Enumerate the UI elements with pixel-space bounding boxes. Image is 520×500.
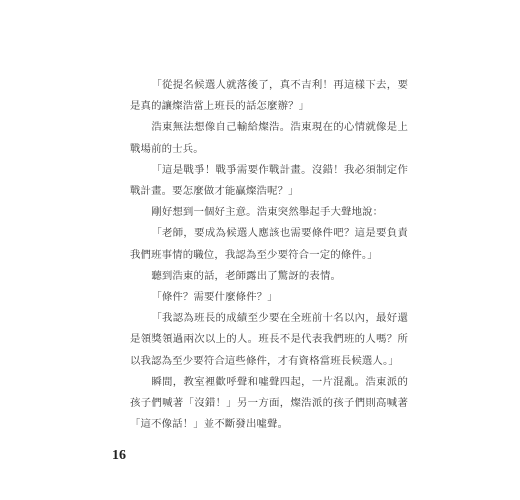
- paragraph: 瞬間，教室裡歡呼聲和噓聲四起，一片混亂。浩東派的孩子們喊著「沒錯！」另一方面，燦浩派的孩子們則高喊著「這不像話！」並不斷發出噓聲。: [130, 375, 408, 431]
- paragraph: 「這是戰爭！戰爭需要作戰計畫。沒錯！我必須制定作戰計畫。要怎麼做才能贏燦浩呢？」: [130, 163, 408, 198]
- page-number: 16: [112, 448, 126, 463]
- paragraph: 剛好想到一個好主意。浩東突然舉起手大聲地說：: [151, 206, 384, 219]
- paragraph: 「從提名候選人就落後了，真不吉利！再這樣下去，要是真的讓燦浩當上班長的話怎麼辦？」: [130, 79, 408, 113]
- paragraph: 浩東無法想像自己輸給燦浩。浩東現在的心情就像是上戰場前的士兵。: [130, 121, 408, 155]
- paragraph: 「我認為班長的成績至少要在全班前十名以內，最好還是領獎領過兩次以上的人。班長不是代表我們班的人嗎？所以我認為至少要符合這些條件，才有資格當班長候選人。」: [130, 312, 408, 367]
- body-text: [130, 75, 408, 435]
- paragraph: 聽到浩東的話，老師露出了驚訝的表情。: [151, 269, 342, 282]
- paragraph: 「條件？需要什麼條件？」: [151, 291, 278, 304]
- paragraph: 「老師，要成為候選人應該也需要條件吧？這是要負責我們班事情的職位，我認為至少要符合一定的條件。」: [130, 227, 408, 261]
